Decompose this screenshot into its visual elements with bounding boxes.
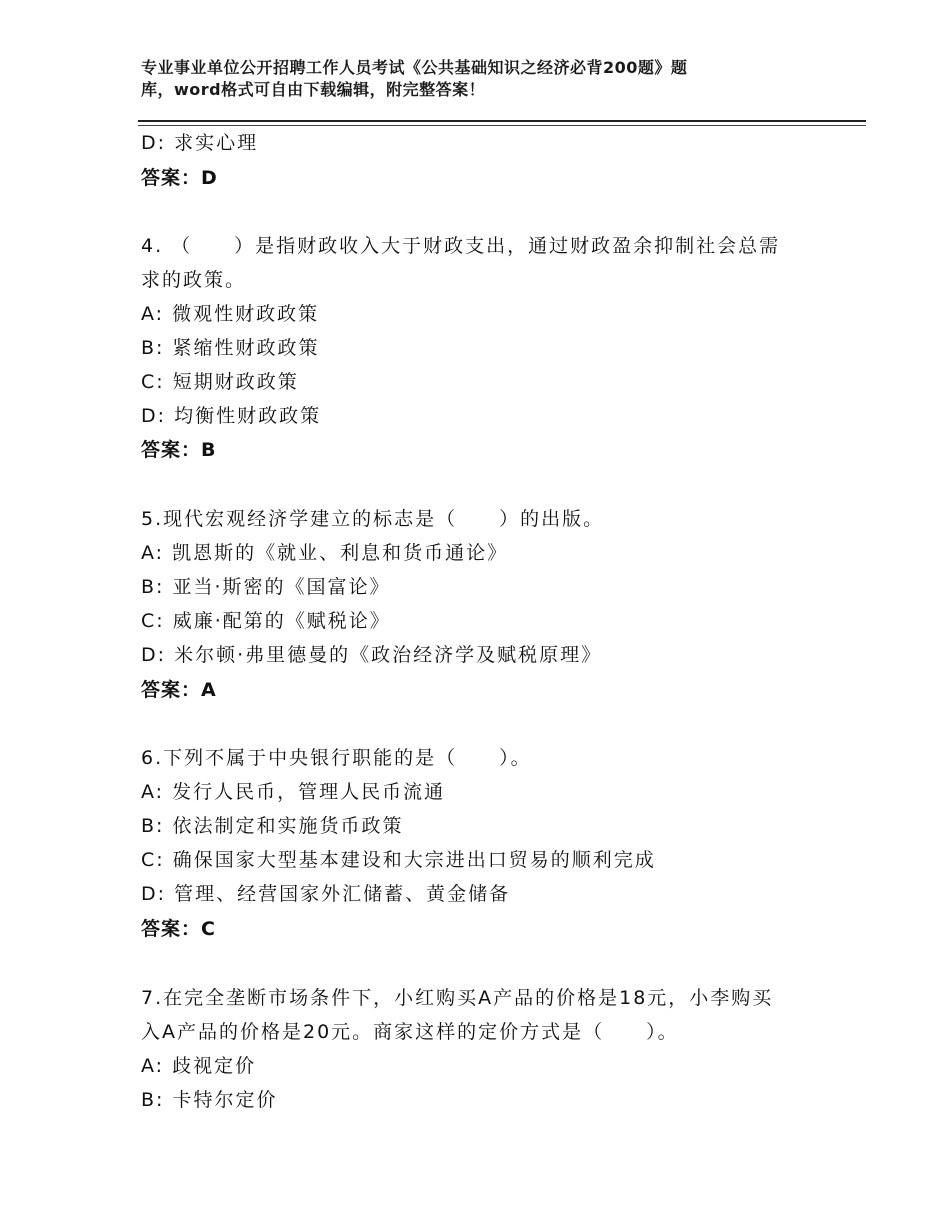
header-rule-thin	[138, 125, 866, 126]
q6-answer: 答案：C	[141, 918, 216, 940]
q6-option-c: C: 确保国家大型基本建设和大宗进出口贸易的顺利完成	[141, 849, 656, 871]
q7-option-a: A: 歧视定价	[141, 1055, 257, 1077]
q6-stem-line-1: 6.下列不属于中央银行职能的是（ ）。	[141, 747, 532, 769]
q5-answer: 答案：A	[141, 679, 217, 701]
q6-option-a: A: 发行人民币，管理人民币流通	[141, 781, 446, 803]
q5-option-a: A: 凯恩斯的《就业、利息和货币通论》	[141, 542, 509, 564]
q6-option-d: D: 管理、经营国家外汇储蓄、黄金储备	[141, 883, 511, 905]
prev-answer: 答案：D	[141, 167, 218, 189]
q4-option-a: A: 微观性财政政策	[141, 303, 320, 325]
q4-option-b: B: 紧缩性财政政策	[141, 337, 320, 359]
document-header	[141, 57, 781, 101]
q4-option-c: C: 短期财政政策	[141, 371, 299, 393]
q5-stem-line-1: 5.现代宏观经济学建立的标志是（ ）的出版。	[141, 508, 605, 530]
q7-stem-line-2: 入A产品的价格是20元。商家这样的定价方式是（ ）。	[141, 1021, 679, 1043]
q5-option-d: D: 米尔顿·弗里德曼的《政治经济学及赋税原理》	[141, 644, 603, 666]
q4-answer: 答案：B	[141, 439, 217, 461]
q5-option-b: B: 亚当·斯密的《国富论》	[141, 576, 391, 598]
q7-option-b: B: 卡特尔定价	[141, 1089, 278, 1111]
prev-option-d: D: 求实心理	[141, 132, 259, 154]
q5-option-c: C: 威廉·配第的《赋税论》	[141, 610, 391, 632]
q6-option-b: B: 依法制定和实施货币政策	[141, 815, 404, 837]
header-line-1: 专业事业单位公开招聘工作人员考试《公共基础知识之经济必背200题》题	[141, 58, 688, 77]
q4-option-d: D: 均衡性财政政策	[141, 405, 322, 427]
header-line-2: 库，word格式可自由下载编辑，附完整答案！	[141, 80, 486, 99]
q7-stem-line-1: 7.在完全垄断市场条件下，小红购买A产品的价格是18元，小李购买	[141, 987, 774, 1009]
header-rule-thick	[138, 120, 866, 122]
q4-stem-line-1: 4. （ ）是指财政收入大于财政支出，通过财政盈余抑制社会总需	[141, 235, 781, 257]
q4-stem-line-2: 求的政策。	[141, 269, 247, 291]
